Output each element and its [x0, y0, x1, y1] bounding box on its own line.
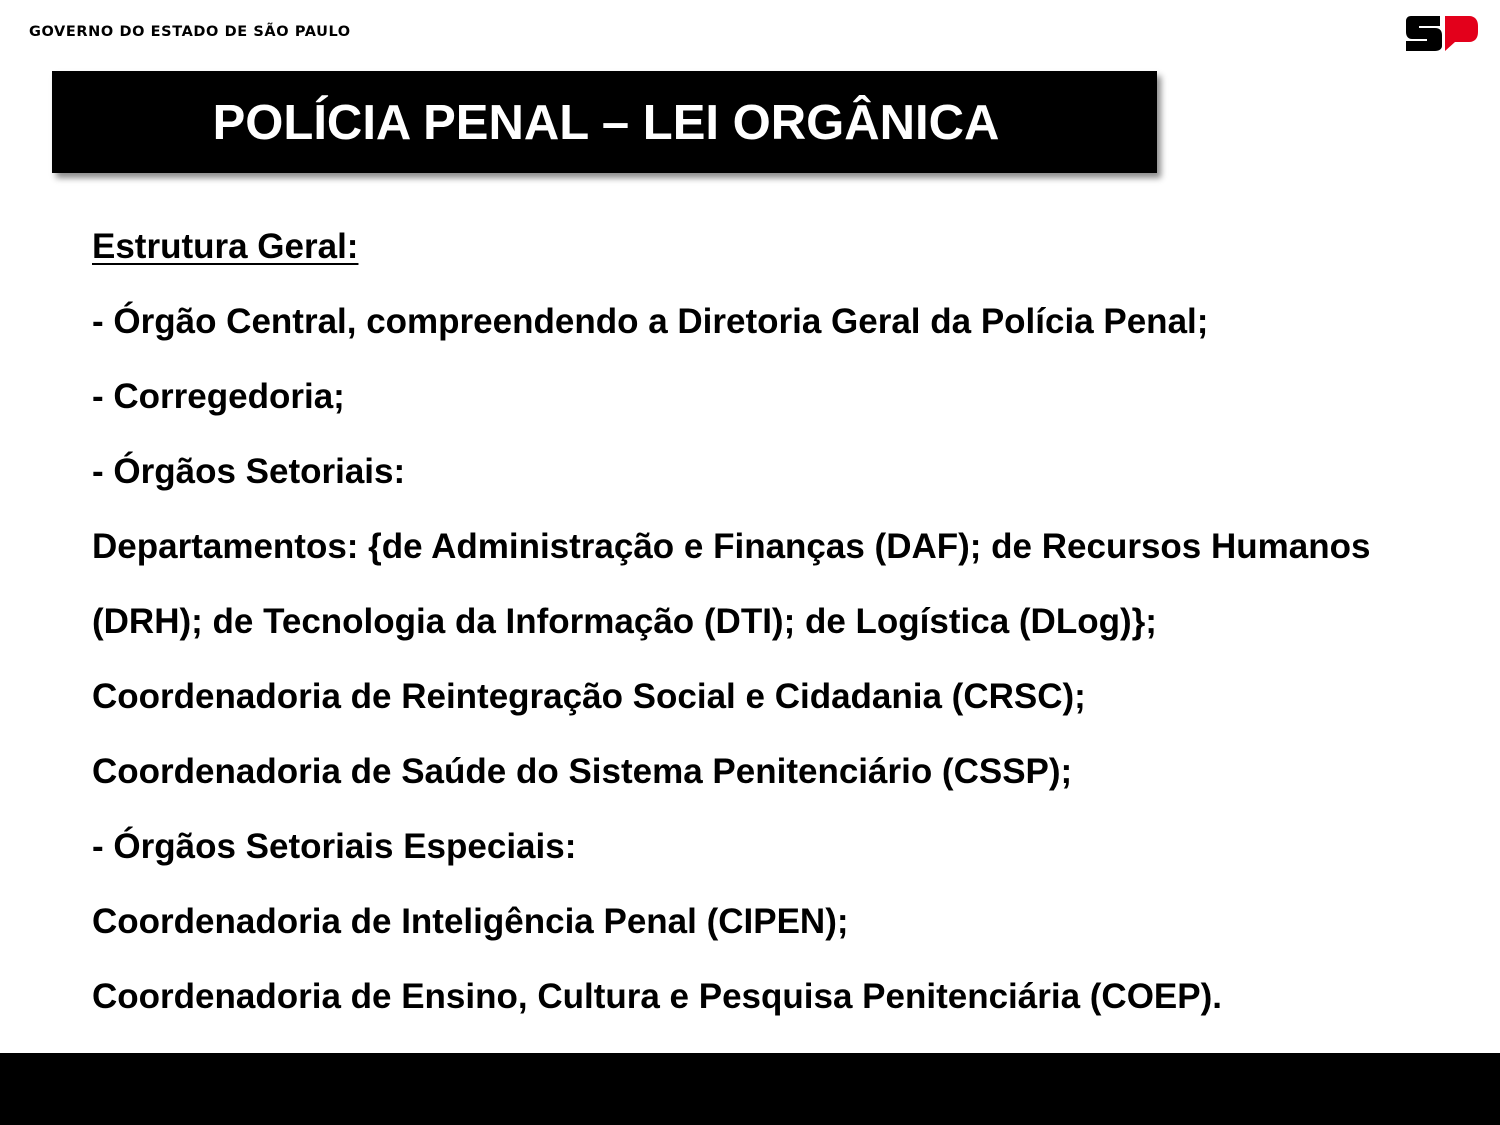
- content-line: - Órgãos Setoriais Especiais:: [92, 827, 577, 866]
- slide-content: [92, 222, 1422, 1047]
- content-line: - Órgão Central, compreendendo a Diretoria Geral da Polícia Penal;: [92, 302, 1209, 341]
- content-line: (DRH); de Tecnologia da Informação (DTI); de Logística (DLog)};: [92, 602, 1157, 641]
- content-line: - Corregedoria;: [92, 377, 345, 416]
- content-line: - Órgãos Setoriais:: [92, 452, 406, 491]
- content-line: Coordenadoria de Saúde do Sistema Penitenciário (CSSP);: [92, 752, 1073, 791]
- section-heading: [92, 222, 1422, 297]
- government-label: GOVERNO DO ESTADO DE SÃO PAULO: [29, 24, 351, 40]
- slide-title: POLÍCIA PENAL – LEI ORGÂNICA: [212, 96, 1000, 150]
- content-line: Coordenadoria de Ensino, Cultura e Pesquisa Penitenciária (COEP).: [92, 977, 1222, 1016]
- sp-logo-p: [1445, 16, 1478, 51]
- sp-logo-s: [1406, 16, 1442, 51]
- sp-logo: [1405, 15, 1479, 52]
- content-line: Coordenadoria de Reintegração Social e Cidadania (CRSC);: [92, 677, 1086, 716]
- content-line: Coordenadoria de Inteligência Penal (CIPEN);: [92, 902, 849, 941]
- footer-bar: [0, 1053, 1500, 1125]
- title-bar: [52, 71, 1157, 173]
- content-line: Departamentos: {de Administração e Finanças (DAF); de Recursos Humanos: [92, 527, 1371, 566]
- section-heading-text: Estrutura Geral:: [92, 227, 359, 266]
